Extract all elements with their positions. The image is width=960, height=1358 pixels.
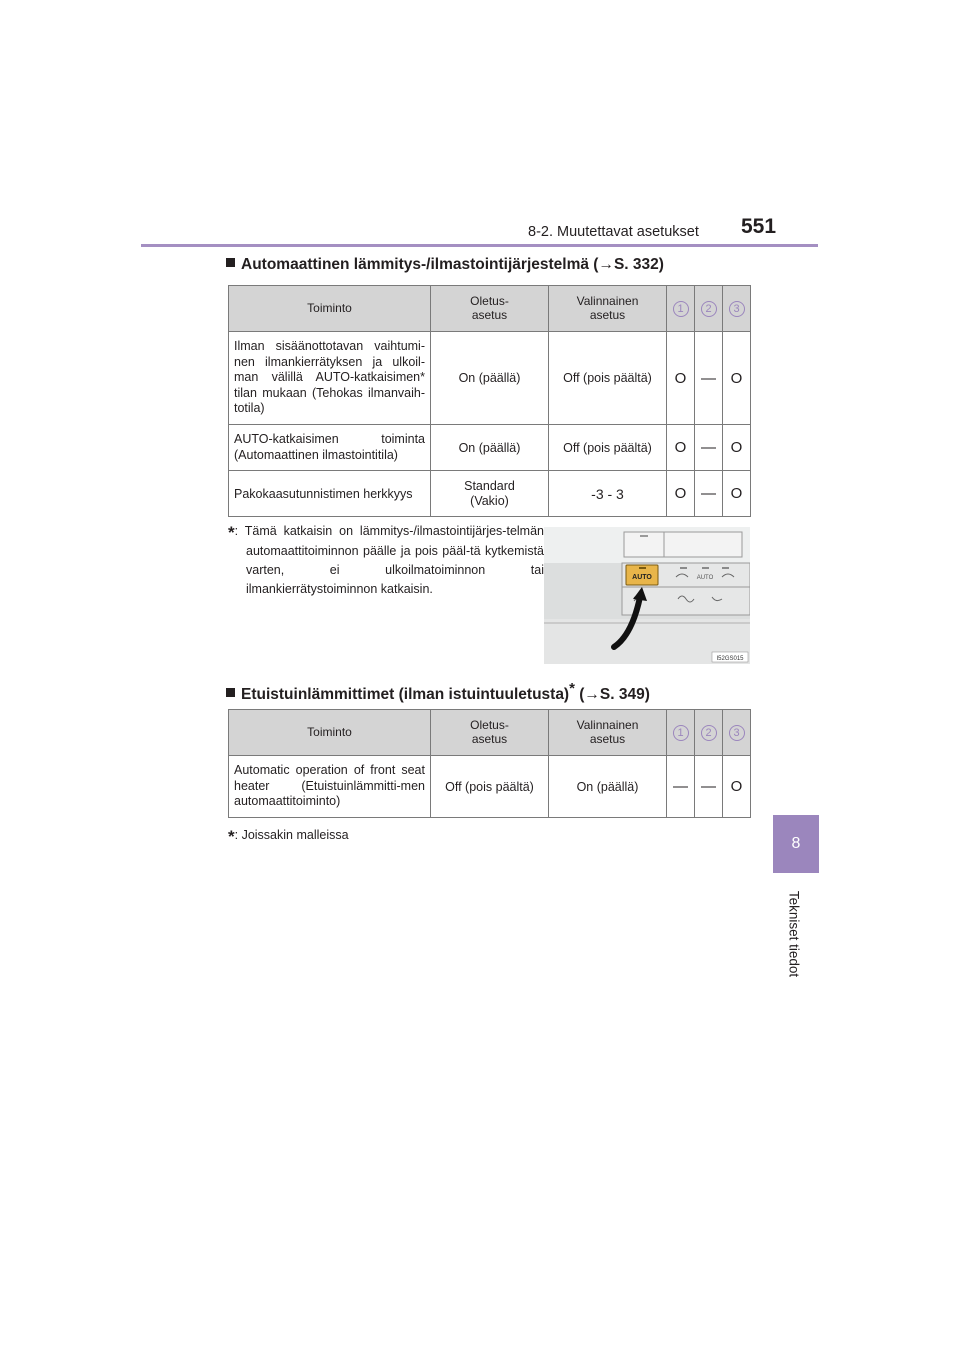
mark-cell: — [695, 425, 723, 471]
col-function-header: Toiminto [229, 710, 431, 756]
optional-cell: Off (pois päältä) [549, 425, 667, 471]
table-row [229, 756, 751, 818]
optional-cell: On (päällä) [549, 756, 667, 818]
table-header-row [229, 286, 751, 332]
settings-table-2 [228, 709, 751, 818]
optional-cell: -3 - 3 [549, 471, 667, 517]
mark-cell: O [667, 471, 695, 517]
chapter-label: Tekniset tiedot [786, 890, 802, 978]
chapter-number: 8 [791, 835, 801, 852]
mark-cell: O [667, 332, 695, 425]
page-number: 551 [741, 215, 777, 238]
auto-button-label: AUTO [632, 574, 652, 581]
function-cell: AUTO-katkaisimen toiminta (Automaattinen ilmastointitila) [229, 425, 431, 471]
col-default-header: Oletus- asetus [431, 710, 549, 756]
function-cell: Automatic operation of front seat heater (Etuistuinlämmitti-men automaattitoiminto) [229, 756, 431, 818]
col-function-header: Toiminto [229, 286, 431, 332]
mark-cell: O [723, 756, 751, 818]
default-cell: On (päällä) [431, 332, 549, 425]
section1-title: Automaattinen lämmitys-/ilmastointijärjestelmä (→S. 332) [226, 256, 664, 274]
mark-cell: O [723, 332, 751, 425]
square-bullet-icon [226, 688, 235, 697]
number-2-icon: 2 [701, 725, 717, 741]
function-cell: Ilman sisäänottotavan vaihtumi-nen ilmankierrätyksen ja ulkoil-man välillä AUTO-katkaisimen* tilan mukaan (Tehokas ilmanvaih-totila) [229, 332, 431, 425]
number-1-icon: 1 [673, 725, 689, 741]
section2-footnote: *: Joissakin malleissa [228, 827, 349, 846]
number-1-icon: 1 [673, 301, 689, 317]
section1-footnote: *: Tämä katkaisin on lämmitys-/ilmastointijärjes-telmän automaattitoiminnon päälle ja pois pääl-tä kytkemistä varten, ei ulkoilmatoiminnon tai ilmankierrätystoiminnon katkaisin. [228, 523, 544, 596]
mark-cell: O [723, 471, 751, 517]
figure-code: I52GS015 [716, 656, 744, 662]
number-3-icon: 3 [729, 301, 745, 317]
optional-cell: Off (pois päältä) [549, 332, 667, 425]
function-cell: Pakokaasutunnistimen herkkyys [229, 471, 431, 517]
default-cell: On (päällä) [431, 425, 549, 471]
default-cell: Standard (Vakio) [431, 471, 549, 517]
square-bullet-icon [226, 258, 235, 267]
default-cell: Off (pois päältä) [431, 756, 549, 818]
settings-table-1 [228, 285, 751, 517]
mark-cell: — [695, 332, 723, 425]
mark-cell: O [667, 425, 695, 471]
auto-switch-illustration [544, 527, 750, 664]
auto-label-secondary: AUTO [696, 575, 714, 581]
col-optional-header: Valinnainen asetus [549, 710, 667, 756]
mark-cell: — [695, 756, 723, 818]
chapter-tab [773, 815, 819, 873]
number-3-icon: 3 [729, 725, 745, 741]
header-section-title: 8-2. Muutettavat asetukset [528, 224, 699, 240]
col-default-header: Oletus- asetus [431, 286, 549, 332]
mark-cell: O [723, 425, 751, 471]
col-optional-header: Valinnainen asetus [549, 286, 667, 332]
section2-title: Etuistuinlämmittimet (ilman istuintuuletusta)* (→S. 349) [226, 680, 650, 704]
table-header-row [229, 710, 751, 756]
number-2-icon: 2 [701, 301, 717, 317]
mark-cell: — [695, 471, 723, 517]
mark-cell: — [667, 756, 695, 818]
header-rule [141, 244, 818, 247]
table-row [229, 471, 751, 517]
table-row [229, 425, 751, 471]
table-row [229, 332, 751, 425]
